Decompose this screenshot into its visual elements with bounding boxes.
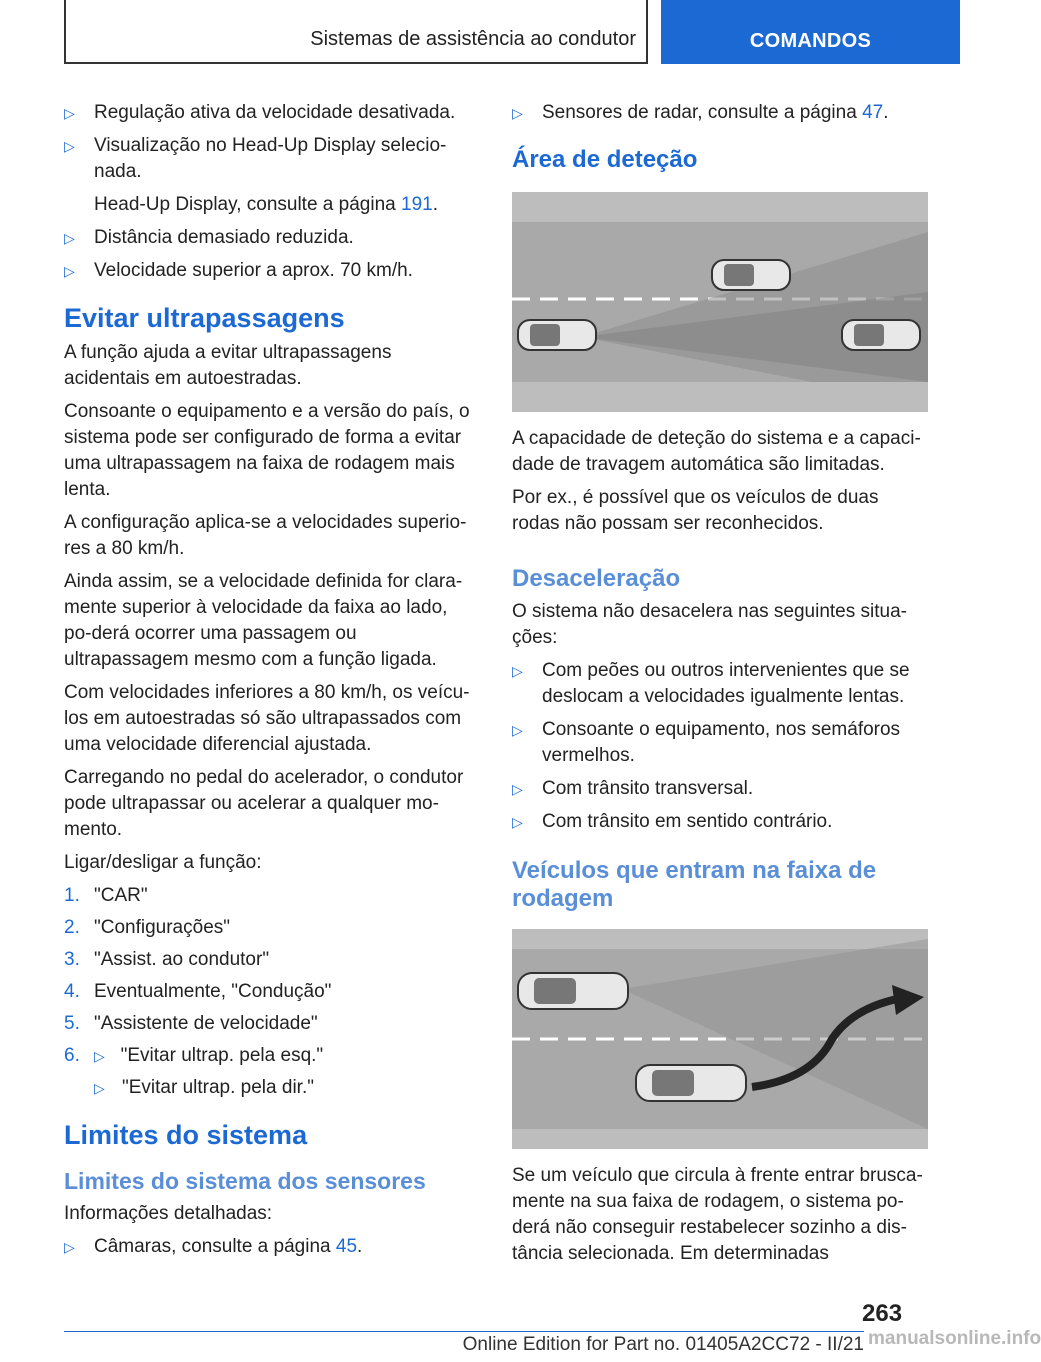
triangle-bullet-icon: ▷ (94, 1080, 105, 1096)
paragraph: O sistema não desacelera nas seguintes situa-ções: (512, 601, 907, 648)
header-rule-right (646, 0, 648, 64)
triangle-bullet-icon: ▷ (512, 663, 523, 679)
heading-veiculos-faixa: Veículos que entram na faixa de rodagem (512, 857, 877, 912)
page-link-47[interactable]: 47 (862, 102, 884, 123)
heading-desaceleracao: Desaceleração (512, 565, 681, 592)
paragraph: A função ajuda a evitar ultrapassagens acidentais em autoestradas. (64, 342, 392, 389)
header-rule-left (64, 0, 66, 64)
triangle-bullet-icon: ▷ (64, 230, 75, 246)
step-item: 6. ▷ "Evitar ultrap. pela esq." (64, 1045, 324, 1066)
triangle-bullet-icon: ▷ (64, 105, 75, 121)
cut-in-illustration (512, 929, 928, 1149)
ego-car-icon (518, 973, 628, 1009)
left-column (64, 100, 480, 1267)
step-item: 1. "CAR" (64, 885, 148, 906)
list-item: ▷ Sensores de radar, consulte a página 47. (512, 100, 928, 126)
header-rule-bottom (64, 62, 648, 64)
list-item: ▷ Câmaras, consulte a página 45. (64, 1234, 480, 1260)
paragraph: Ligar/desligar a função: (64, 852, 262, 873)
paragraph: Carregando no pedal do acelerador, o condutor pode ultrapassar ou acelerar a qualquer mo-mento. (64, 767, 464, 840)
paragraph: Ainda assim, se a velocidade definida for clara-mente superior à velocidade da faixa ao lado, po-derá ocorrer uma passagem ou ultrapassagem mesmo com a função ligada. (64, 571, 463, 670)
triangle-bullet-icon: ▷ (512, 722, 523, 738)
cutting-in-car-icon (636, 1065, 746, 1101)
page-link-191[interactable]: 191 (401, 194, 433, 215)
right-column (512, 100, 928, 1274)
heading-limites-sensores: Limites do sistema dos sensores (64, 1168, 426, 1194)
triangle-bullet-icon: ▷ (512, 814, 523, 830)
triangle-bullet-icon: ▷ (64, 1239, 75, 1255)
heading-evitar-ultrapassagens: Evitar ultrapassagens (64, 303, 345, 333)
section-title: Sistemas de assistência ao condutor (310, 28, 636, 50)
detection-area-illustration (512, 192, 928, 412)
list-item: ▷ Velocidade superior a aprox. 70 km/h. (64, 258, 480, 284)
car-icon (842, 320, 920, 350)
step-item: 2. "Configurações" (64, 917, 231, 938)
triangle-bullet-icon: ▷ (512, 781, 523, 797)
hud-reference: Head-Up Display, consulte a página 191. (94, 194, 438, 215)
list-item: ▷ Regulação ativa da velocidade desativada. (64, 100, 480, 126)
page-number: 263 (862, 1300, 903, 1327)
ego-car-icon (518, 320, 596, 350)
triangle-bullet-icon: ▷ (64, 263, 75, 279)
car-icon (712, 260, 790, 290)
edition-text: Online Edition for Part no. 01405A2CC72 - II/21 (462, 1334, 864, 1355)
triangle-bullet-icon: ▷ (512, 105, 523, 121)
watermark: manualsonline.info (868, 1328, 1041, 1349)
list-item: ▷ Visualização no Head-Up Display selecio-nada. (64, 135, 447, 182)
paragraph: Por ex., é possível que os veículos de duas rodas não possam ser reconhecidos. (512, 487, 879, 534)
list-item: ▷ Com trânsito transversal. (512, 776, 928, 802)
chapter-tab[interactable]: COMANDOS (661, 0, 960, 64)
heading-limites-do-sistema: Limites do sistema (64, 1120, 308, 1150)
step-item: 5. "Assistente de velocidade" (64, 1013, 318, 1034)
paragraph: Informações detalhadas: (64, 1203, 273, 1224)
step-item: 4. Eventualmente, "Condução" (64, 981, 332, 1002)
page-link-45[interactable]: 45 (335, 1236, 358, 1257)
footer-rule (64, 1331, 864, 1332)
heading-area-de-detecao: Área de deteção (512, 146, 698, 173)
step-sub-item: ▷ "Evitar ultrap. pela dir." (64, 1075, 480, 1101)
list-item: ▷ Com peões ou outros intervenientes que se deslocam a velocidades igualmente lentas. (512, 660, 910, 707)
triangle-bullet-icon: ▷ (64, 138, 75, 154)
paragraph: A capacidade de deteção do sistema e a capaci-dade de travagem automática são limitadas. (512, 428, 921, 475)
triangle-bullet-icon: ▷ (94, 1048, 105, 1064)
paragraph: A configuração aplica-se a velocidades superio-res a 80 km/h. (64, 512, 467, 559)
paragraph: Com velocidades inferiores a 80 km/h, os veícu-los em autoestradas só são ultrapassados com uma velocidade diferencial ajustada. (64, 682, 470, 755)
list-item: ▷ Distância demasiado reduzida. (64, 225, 480, 251)
list-item: ▷ Consoante o equipamento, nos semáforos vermelhos. (512, 719, 901, 766)
paragraph: Consoante o equipamento e a versão do país, o sistema pode ser configurado de forma a evitar uma ultrapassagem na faixa de rodagem mais lenta. (64, 401, 470, 500)
paragraph: Se um veículo que circula à frente entrar brusca-mente na sua faixa de rodagem, o sistema po-derá não conseguir restabelecer sozinho a dis-tância selecionada. Em determinadas (512, 1165, 923, 1264)
list-item: ▷ Com trânsito em sentido contrário. (512, 809, 928, 835)
step-item: 3. "Assist. ao condutor" (64, 949, 270, 970)
